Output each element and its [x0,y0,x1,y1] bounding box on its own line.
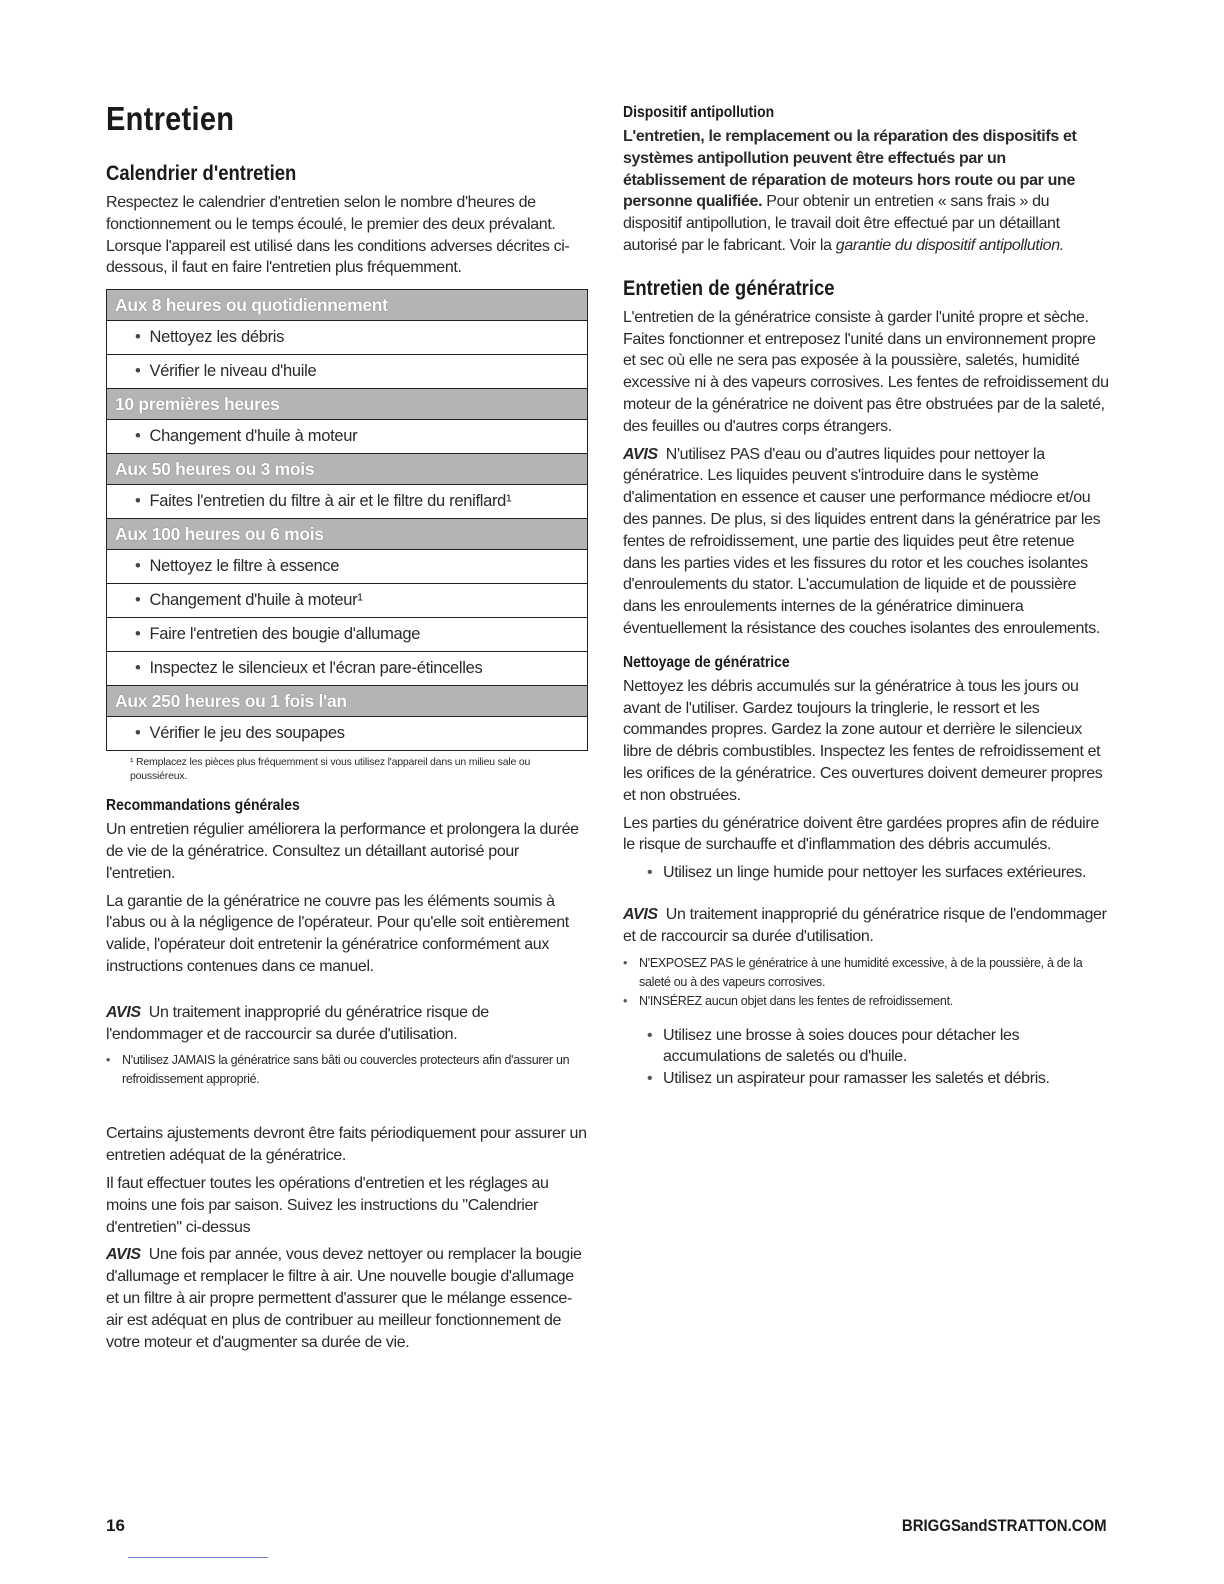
list-item: • Utilisez une brosse à soies douces pour détacher les accumulations de saletés ou d'huile. [623,1025,1111,1069]
website-link[interactable]: BRIGGSandSTRATTON.COM [902,1516,1107,1535]
cleaning-heading: Nettoyage de génératrice [623,653,790,671]
cleaning-list-2 [623,1025,1111,1090]
table-row: • Vérifier le jeu des soupapes [107,717,588,751]
page-number: 16 [106,1516,125,1535]
list-item: • N'EXPOSEZ PAS le génératrice à une humidité excessive, à de la poussière, à de la saleté ou à des vapeurs corrosives. [623,954,1111,992]
notice-label: AVIS [106,1246,141,1264]
season-paragraph: Il faut effectuer toutes les opérations d'entretien et les réglages au moins une fois par saison. Suivez les instructions du "Calendrier d'entretien" ci-dessus [106,1174,549,1236]
emission-heading: Dispositif antipollution [623,104,775,121]
cleaning-notice-list [623,954,1111,1011]
cleaning-notice: AVIS Un traitement inapproprié du génératrice risque de l'endommager et de raccourcir sa durée d'utilisation. [623,905,1107,945]
list-item: • Utilisez un aspirateur pour ramasser les saletés et débris. [623,1068,1111,1090]
schedule-heading: Calendrier d'entretien [106,162,297,185]
emission-paragraph: L'entretien, le remplacement ou la réparation des dispositifs et systèmes antipollution peuvent être effectués par un établissement de réparation de moteurs hors route ou par une personne qualifiée. Pour obtenir un entretien « sans frais » du dispositif antipollution, le travail doit être effectué par un détaillant autorisé par le fabricant. Voir la garantie du dispositif antipollution. [623,128,1077,254]
table-row: • Changement d'huile à moteur¹ [107,584,588,618]
table-row: • Faites l'entretien du filtre à air et le filtre du reniflard¹ [107,485,588,519]
left-column [106,100,588,1359]
table-row: • Changement d'huile à moteur [107,420,588,454]
reco-paragraph-1: Un entretien régulier améliorera la performance et prolongera la durée de vie de la génératrice. Consultez un détaillant autorisé pour l'entretien. [106,821,579,882]
reco-paragraph-2: La garantie de la génératrice ne couvre pas les éléments soumis à l'abus ou à la négligence de l'opérateur. Pour qu'elle soit entièrement valide, l'opérateur doit entretenir la génératrice conformément aux instructions contenues dans ce manuel. [106,892,569,975]
table-row: • Faire l'entretien des bougie d'allumage [107,618,588,652]
notice-label: AVIS [623,905,658,923]
cleaning-paragraph-2: Les parties du génératrice doivent être gardées propres afin de réduire le risque de surchauffe et d'inflammation des débris accumulés. [623,814,1099,854]
list-item: • N'INSÉREZ aucun objet dans les fentes de refroidissement. [623,992,1111,1011]
notice-label: AVIS [623,445,658,463]
page-title: Entretien [106,100,235,137]
table-header: Aux 50 heures ou 3 mois [107,454,588,485]
right-column [623,104,1111,1096]
adjust-paragraph: Certains ajustements devront être faits périodiquement pour assurer un entretien adéquat de la génératrice. [106,1125,587,1165]
reco-heading: Recommandations générales [106,797,300,815]
divider [128,1557,268,1558]
notice-1: AVIS Un traitement inapproprié du génératrice risque de l'endommager et de raccourcir sa durée d'utilisation. [106,1003,489,1043]
table-row: • Inspectez le silencieux et l'écran pare-étincelles [107,652,588,686]
table-row: • Nettoyez les débris [107,321,588,355]
list-item: • N'utilisez JAMAIS la génératrice sans bâti ou couvercles protecteurs afin d'assurer un refroidissement approprié. [106,1051,588,1089]
table-footnote: ¹ Remplacez les pièces plus fréquemment si vous utilisez l'appareil dans un milieu sale ou poussiéreux. [130,756,531,783]
table-row: • Nettoyez le filtre à essence [107,550,588,584]
table-header: 10 premières heures [107,389,588,420]
table-header: Aux 100 heures ou 6 mois [107,519,588,550]
table-row: • Vérifier le niveau d'huile [107,355,588,389]
generator-notice: AVIS N'utilisez PAS d'eau ou d'autres liquides pour nettoyer la génératrice. Les liquides peuvent s'introduire dans le système d'alimentation en essence et causer une performance médiocre et/ou des pannes. De plus, si des liquides entrent dans la génératrice par les fentes de refroidissement, une partie des liquides peut être retenue dans les parties vides et les fissures du rotor et les couches isolantes d'enroulements du stator. L'accumulation de liquide et de poussière dans les enroulements internes de la génératrice diminuera éventuellement la résistance des couches isolantes des enroulements. [623,445,1101,637]
maintenance-schedule-table [106,289,588,751]
table-header: Aux 8 heures ou quotidiennement [107,290,588,321]
table-header: Aux 250 heures ou 1 fois l'an [107,686,588,717]
generator-paragraph: L'entretien de la génératrice consiste à garder l'unité propre et sèche. Faites fonctionner et entreposez l'unité dans un environnement propre et sec où elle ne sera pas exposée à la poussière, saletés, humidité excessive ni à des vapeurs corrosives. Les fentes de refroidissement du moteur de la génératrice ne doivent pas être obstruées par de la saleté, des feuilles ou d'autres corps étrangers. [623,308,1109,435]
cleaning-paragraph-1: Nettoyez les débris accumulés sur la génératrice à tous les jours ou avant de l'utiliser. Gardez toujours la tringlerie, le ressort et les commandes propres. Gardez la zone autour et derrière le silencieux libre de débris combustibles. Inspectez les fentes de refroidissement et les orifices de la génératrice. Ces ouvertures doivent demeurer propres et non obstruées. [623,677,1103,804]
notice-2: AVIS Une fois par année, vous devez nettoyer ou remplacer la bougie d'allumage et remplacer le filtre à air. Une nouvelle bougie d'allumage et un filtre à air propre permettent d'assurer que le mélange essence-air est adéquat en plus de contribuer au meilleur fonctionnement de votre moteur et d'augmenter sa durée de vie. [106,1246,582,1351]
notice-1-list [106,1051,588,1089]
cleaning-list-1 [623,862,1111,884]
generator-maintenance-heading: Entretien de génératrice [623,276,835,300]
notice-label: AVIS [106,1003,141,1021]
list-item: • Utilisez un linge humide pour nettoyer les surfaces extérieures. [623,862,1111,884]
schedule-intro: Respectez le calendrier d'entretien selon le nombre d'heures de fonctionnement ou le temps écoulé, le premier des deux prévalant. Lorsque l'appareil est utilisé dans les conditions adverses décrites ci-dessous, il faut en faire l'entretien plus fréquemment. [106,194,570,277]
